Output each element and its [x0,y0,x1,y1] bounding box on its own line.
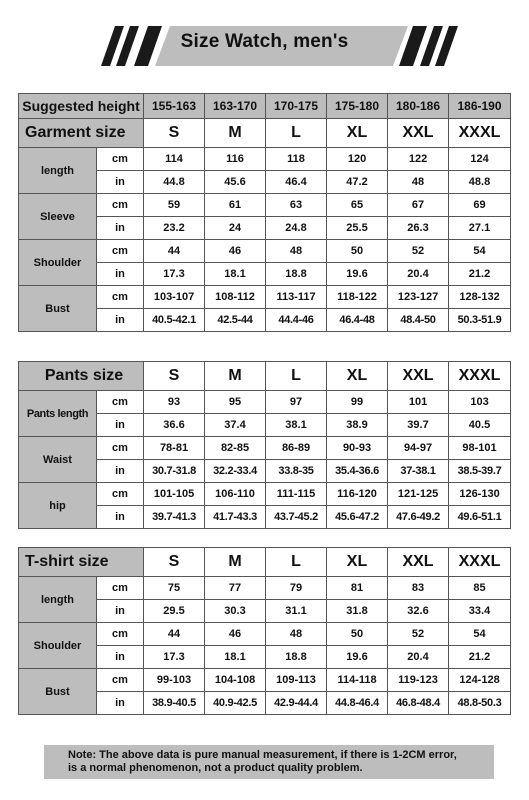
height-cell: 155-163 [144,94,205,119]
value-cell: 54 [449,623,511,646]
value-cell: 37-38.1 [388,460,449,483]
value-cell: 46 [205,623,266,646]
value-cell: 124 [449,148,511,171]
unit-in: in [97,263,144,286]
size-cell: XXXL [449,362,511,391]
unit-in: in [97,600,144,623]
value-cell: 50 [327,240,388,263]
value-cell: 97 [266,391,327,414]
value-cell: 31.1 [266,600,327,623]
value-cell: 104-108 [205,669,266,692]
size-cell: XL [327,548,388,577]
value-cell: 48 [266,240,327,263]
size-cell: XXL [388,362,449,391]
height-cell: 180-186 [388,94,449,119]
value-cell: 38.5-39.7 [449,460,511,483]
part-label: Sleeve [19,194,97,240]
value-cell: 126-130 [449,483,511,506]
unit-cm: cm [97,194,144,217]
table-row [19,623,511,646]
value-cell: 27.1 [449,217,511,240]
table-row [19,577,511,600]
value-cell: 93 [144,391,205,414]
value-cell: 59 [144,194,205,217]
value-cell: 20.4 [388,263,449,286]
value-cell: 48 [388,171,449,194]
size-cell: L [266,548,327,577]
value-cell: 21.2 [449,646,511,669]
value-cell: 103 [449,391,511,414]
value-cell: 114-118 [327,669,388,692]
value-cell: 113-117 [266,286,327,309]
tshirt-size-label: T-shirt size [19,548,144,577]
height-row [19,94,511,119]
table-row [19,240,511,263]
value-cell: 120 [327,148,388,171]
value-cell: 67 [388,194,449,217]
value-cell: 26.3 [388,217,449,240]
pants-size-table [18,361,511,529]
size-cell: L [266,362,327,391]
unit-cm: cm [97,286,144,309]
value-cell: 48.8 [449,171,511,194]
value-cell: 39.7-41.3 [144,506,205,529]
unit-in: in [97,692,144,715]
part-label: Shoulder [19,623,97,669]
value-cell: 48.4-50 [388,309,449,332]
value-cell: 118-122 [327,286,388,309]
size-cell: S [144,548,205,577]
size-cell: XXL [388,119,449,148]
table-row [19,483,511,506]
value-cell: 44.4-46 [266,309,327,332]
value-cell: 75 [144,577,205,600]
value-cell: 52 [388,240,449,263]
value-cell: 46 [205,240,266,263]
value-cell: 18.8 [266,646,327,669]
value-cell: 30.7-31.8 [144,460,205,483]
value-cell: 23.2 [144,217,205,240]
part-label: length [19,148,97,194]
value-cell: 85 [449,577,511,600]
value-cell: 25.5 [327,217,388,240]
value-cell: 78-81 [144,437,205,460]
size-cell: M [205,548,266,577]
table-row [19,194,511,217]
value-cell: 109-113 [266,669,327,692]
unit-cm: cm [97,437,144,460]
size-cell: M [205,119,266,148]
title-banner [0,26,529,66]
height-cell: 170-175 [266,94,327,119]
value-cell: 42.9-44.4 [266,692,327,715]
value-cell: 103-107 [144,286,205,309]
value-cell: 19.6 [327,646,388,669]
value-cell: 18.1 [205,263,266,286]
table-row [19,286,511,309]
unit-in: in [97,171,144,194]
value-cell: 54 [449,240,511,263]
value-cell: 101 [388,391,449,414]
value-cell: 123-127 [388,286,449,309]
value-cell: 122 [388,148,449,171]
value-cell: 95 [205,391,266,414]
unit-cm: cm [97,483,144,506]
value-cell: 116-120 [327,483,388,506]
unit-in: in [97,506,144,529]
part-label: Waist [19,437,97,483]
size-cell: XL [327,119,388,148]
size-cell: XXXL [449,548,511,577]
value-cell: 65 [327,194,388,217]
value-cell: 30.3 [205,600,266,623]
size-cell: S [144,119,205,148]
value-cell: 86-89 [266,437,327,460]
value-cell: 46.4 [266,171,327,194]
value-cell: 90-93 [327,437,388,460]
value-cell: 17.3 [144,263,205,286]
unit-in: in [97,460,144,483]
value-cell: 118 [266,148,327,171]
value-cell: 39.7 [388,414,449,437]
value-cell: 94-97 [388,437,449,460]
value-cell: 128-132 [449,286,511,309]
value-cell: 48.8-50.3 [449,692,511,715]
value-cell: 44.8 [144,171,205,194]
value-cell: 45.6 [205,171,266,194]
value-cell: 41.7-43.3 [205,506,266,529]
part-label: hip [19,483,97,529]
value-cell: 31.8 [327,600,388,623]
value-cell: 61 [205,194,266,217]
value-cell: 77 [205,577,266,600]
value-cell: 49.6-51.1 [449,506,511,529]
value-cell: 20.4 [388,646,449,669]
value-cell: 124-128 [449,669,511,692]
value-cell: 47.6-49.2 [388,506,449,529]
size-cell: XL [327,362,388,391]
unit-in: in [97,217,144,240]
value-cell: 99-103 [144,669,205,692]
value-cell: 46.8-48.4 [388,692,449,715]
table-row [19,148,511,171]
value-cell: 40.9-42.5 [205,692,266,715]
value-cell: 116 [205,148,266,171]
value-cell: 111-115 [266,483,327,506]
pants-size-label: Pants size [19,362,144,391]
unit-in: in [97,309,144,332]
size-cell: S [144,362,205,391]
value-cell: 43.7-45.2 [266,506,327,529]
value-cell: 42.5-44 [205,309,266,332]
value-cell: 32.2-33.4 [205,460,266,483]
value-cell: 44 [144,240,205,263]
value-cell: 38.1 [266,414,327,437]
table-row [19,391,511,414]
part-label: Pants length [19,391,97,437]
value-cell: 33.4 [449,600,511,623]
unit-in: in [97,646,144,669]
value-cell: 44.8-46.4 [327,692,388,715]
value-cell: 33.8-35 [266,460,327,483]
value-cell: 101-105 [144,483,205,506]
size-row [19,119,511,148]
value-cell: 52 [388,623,449,646]
page-title: Size Watch, men's [180,31,349,52]
size-cell: L [266,119,327,148]
value-cell: 19.6 [327,263,388,286]
value-cell: 44 [144,623,205,646]
size-cell: XXL [388,548,449,577]
value-cell: 18.1 [205,646,266,669]
value-cell: 29.5 [144,600,205,623]
measurement-note [44,745,494,779]
height-cell: 163-170 [205,94,266,119]
value-cell: 37.4 [205,414,266,437]
value-cell: 18.8 [266,263,327,286]
size-cell: M [205,362,266,391]
value-cell: 35.4-36.6 [327,460,388,483]
note-line-1: Note: The above data is pure manual measurement, if there is 1-2CM error, [68,749,457,761]
value-cell: 17.3 [144,646,205,669]
value-cell: 40.5-42.1 [144,309,205,332]
value-cell: 69 [449,194,511,217]
size-row [19,548,511,577]
part-label: Shoulder [19,240,97,286]
unit-cm: cm [97,623,144,646]
value-cell: 40.5 [449,414,511,437]
value-cell: 50.3-51.9 [449,309,511,332]
value-cell: 108-112 [205,286,266,309]
value-cell: 121-125 [388,483,449,506]
size-row [19,362,511,391]
value-cell: 99 [327,391,388,414]
tshirt-size-table [18,547,511,715]
unit-in: in [97,414,144,437]
value-cell: 83 [388,577,449,600]
value-cell: 119-123 [388,669,449,692]
value-cell: 50 [327,623,388,646]
value-cell: 45.6-47.2 [327,506,388,529]
unit-cm: cm [97,669,144,692]
part-label: Bust [19,286,97,332]
table-row [19,437,511,460]
value-cell: 24.8 [266,217,327,240]
value-cell: 106-110 [205,483,266,506]
part-label: Bust [19,669,97,715]
value-cell: 47.2 [327,171,388,194]
value-cell: 79 [266,577,327,600]
value-cell: 21.2 [449,263,511,286]
value-cell: 36.6 [144,414,205,437]
value-cell: 114 [144,148,205,171]
part-label: length [19,577,97,623]
value-cell: 48 [266,623,327,646]
unit-cm: cm [97,391,144,414]
shirt-size-table [18,93,511,332]
garment-size-label: Garment size [19,119,144,148]
height-label: Suggested height [19,94,144,119]
unit-cm: cm [97,240,144,263]
height-cell: 186-190 [449,94,511,119]
unit-cm: cm [97,148,144,171]
value-cell: 82-85 [205,437,266,460]
value-cell: 32.6 [388,600,449,623]
value-cell: 38.9-40.5 [144,692,205,715]
note-line-2: is a normal phenomenon, not a product quality problem. [68,762,363,774]
height-cell: 175-180 [327,94,388,119]
value-cell: 81 [327,577,388,600]
value-cell: 98-101 [449,437,511,460]
table-row [19,669,511,692]
value-cell: 24 [205,217,266,240]
value-cell: 38.9 [327,414,388,437]
size-cell: XXXL [449,119,511,148]
value-cell: 63 [266,194,327,217]
value-cell: 46.4-48 [327,309,388,332]
unit-cm: cm [97,577,144,600]
